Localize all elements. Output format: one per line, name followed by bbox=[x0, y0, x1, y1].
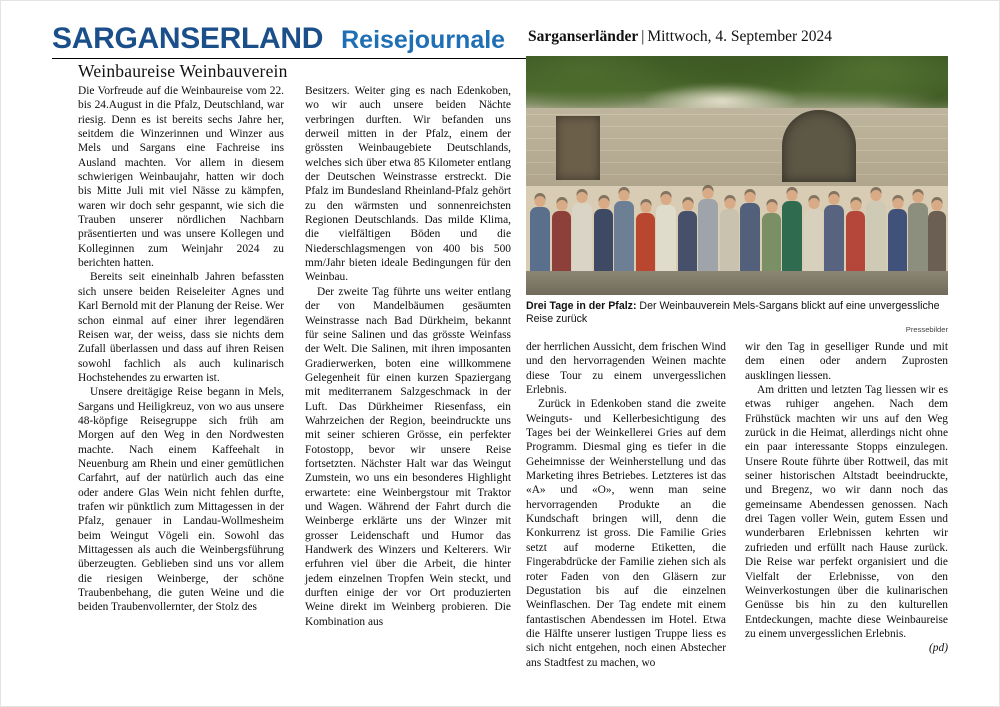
photo-person bbox=[698, 199, 718, 281]
dateline bbox=[528, 28, 948, 46]
paragraph: Besitzers. Weiter ging es nach Edenkoben, wo wir auch unsere beiden Nächte verbringen durften. Wir befanden uns derweil mitten in der Pfalz, einem der grössten Weinbaugebiete Deutschlands, welches sich über etwa 85 Kilometer entlang der Deutschen Weinstrasse erstreckt. Die Pfalz im Bundesland Rheinland-Pfalz gehört zu den wärmsten und sonnenreichsten Regionen Deutschlands. Das milde Klima, die vielfältigen Böden und die Niederschlagsmengen von 400 bis 500 mm/Jahr bieten ideale Bedingungen für den Weinbau. bbox=[305, 85, 511, 284]
paragraph: der herrlichen Aussicht, dem frischen Wind und den hervorragenden Weinen machte diese Tour zu einem unvergesslichen Erlebnis. bbox=[526, 341, 726, 397]
paragraph: Unsere dreitägige Reise begann in Mels, Sargans und Heiligkreuz, von wo aus unsere 48-köpfige Reisegruppe sich früh am Morgen auf den Weg in den Nordwesten machte. Nach einem Kaffeehalt in Neuenburg am Rhein und einer gemütlichen Carfahrt, auf der natürlich auch das eine oder andere Glas Wein nicht fehlen durfte, trafen wir pünktlich zum Mittagessen in der Pfalz, genauer in Landau-Wollmesheim beim Weingut Vögeli ein. Sowohl das Mittagessen als auch die Weinbergsführung überzeugten. Geblieben sind uns vor allem die riesigen Weinberge, der schöne Traubenbehang, die guten Weine und die beiden Traubenvollernter, der Stolz des bbox=[78, 386, 284, 614]
masthead-subtitle: Reisejournale bbox=[341, 26, 506, 54]
photo-crowd bbox=[526, 160, 948, 295]
group-photo-vineyard-tour bbox=[526, 56, 948, 295]
paragraph: Bereits seit eineinhalb Jahren befassten sich unsere beiden Reiseleiter Agnes und Karl Bernold mit der Planung der Reise. Wer schon einmal auf einer ihrer legendären Reisen war, der weiss, dass sie nichts dem Zufall überlassen und dass auf ihren Reisen sowohl fachlich als auch kulinarisch Hochstehendes zu erwarten ist. bbox=[78, 271, 284, 384]
paragraph bbox=[745, 383, 948, 656]
article-column-3 bbox=[526, 340, 726, 670]
photo-person bbox=[740, 203, 760, 281]
photo-caption-text: Der Weinbauverein Mels-Sargans blickt auf eine unvergessliche Reise zurück bbox=[526, 300, 940, 325]
dateline-separator: | bbox=[641, 28, 645, 45]
photo-ground bbox=[526, 271, 948, 295]
photo-caption bbox=[526, 300, 948, 326]
paper-name: Sarganserländer bbox=[528, 28, 639, 45]
masthead bbox=[52, 22, 506, 56]
photo-person bbox=[530, 207, 550, 281]
masthead-title: SARGANSERLAND bbox=[52, 22, 324, 55]
paragraph: Zurück in Edenkoben stand die zweite Weinguts- und Kellerbesichtigung des Tages bei der Weinkellerei Gries auf dem Programm. Diesmal ging es tiefer in die Geheimnisse der Weinherstellung und das Marketing ihres Betriebes. Letzteres ist das «A» und «O», wenn man seine hervorragenden Produkte an die Kundschaft bringen will, denn die Konkurrenz ist gross. Die Familie Gries setzt auf moderne Etiketten, die Fingerabdrücke der Familie ziehen sich als roter Faden von den Gläsern zur Degustation bis auf die einzelnen Weinflaschen. Der Tag endete mit einem fantastischen Abendessen im Hotel. Etwa die Hälfte unserer lustigen Truppe liess es sich nicht entgehen, noch einen Abstecher ans Stadtfest zu machen, wo bbox=[526, 398, 726, 669]
paragraph: Der zweite Tag führte uns weiter entlang der von Mandelbäumen gesäumten Weinstrasse nach Bad Dürkheim, bekannt für seine Salinen und das grösste Weinfass der Welt. Die Salinen, mit ihren imposanten Gradierwerken, boten eine willkommene Gelegenheit für einen kurzen Spaziergang mit mediterranem Salzgeschmack in der Luft. Das Dürkheimer Riesenfass, ein Wahrzeichen der Region, beeindruckte uns mit seiner schieren Grösse, ein perfekter Fotostopp, bevor wir unsere Reise fortsetzten. Nächster Halt war das Weingut Zumstein, wo uns ein besonderes Highlight erwartete: eine Weinbergstour mit Traktor und Wagen. Während der Fahrt durch die Weinberge erklärte uns der Winzer mit grosser Leidenschaft und Humor das Handwerk des Winzers und Kelterers. Wir erfuhren viel über die Arbeit, die hinter jedem einzelnen Tropfen Wein steckt, und durften einige der vor Ort produzierten Weine direkt im Weinberg probieren. Die Kombination aus bbox=[305, 285, 511, 628]
photo-credit: Pressebilder bbox=[905, 325, 948, 334]
photo-person bbox=[908, 203, 928, 281]
issue-date: Mittwoch, 4. September 2024 bbox=[647, 28, 833, 45]
paragraph-text: Am dritten und letzten Tag liessen wir es etwas ruhiger angehen. Nach dem Frühstück machten wir uns auf den Weg zurück in die Heimat, allerdings nicht ohne ein paar interessante Stopps einzulegen. Unsere Route führte über Rottweil, das mit seiner historischen Altstadt beeindruckte, und Bregenz, wo wir dann noch das gemeinsame Abendessen genossen. Nach drei Tagen voller Wein, gutem Essen und wunderbaren Erlebnissen kehrten wir zufrieden und erfüllt nach Hause zurück. Die Reise war perfekt organisiert und die Vielfalt der Erlebnisse, von den Weinverkostungen über die kulinarischen Genüsse bis hin zu den kulturellen Entdeckungen, machte diese Weinbaureise zu einem unvergesslichen Erlebnis. bbox=[745, 384, 948, 640]
paragraph: Die Vorfreude auf die Weinbaureise vom 22. bis 24.August in die Pfalz, Deutschland, war riesig. Denn es ist bereits sechs Jahre her, seitdem die Winzerinnen und Winzer aus Mels und Sargans eine Fachreise ins Ausland machten. Vor allem in diesem schwierigen Weinbaujahr, hatten wir doch bis Mitte Juli mit viel Nässe zu kämpfen, waren wir doch sehr gespannt, wie sich die Trauben unserer nördlichen Nachbarn präsentierten und was unsere Kollegen und Kolleginnen zum Weinjahr 2024 zu berichten hatten. bbox=[78, 85, 284, 270]
photo-person bbox=[614, 201, 634, 281]
paragraph: wir den Tag in geselliger Runde und mit dem einen oder andern Zuprosten ausklingen liessen. bbox=[745, 341, 948, 382]
article-column-2 bbox=[305, 84, 511, 684]
article-signature: (pd) bbox=[929, 642, 948, 655]
photo-person bbox=[824, 205, 844, 281]
photo-person bbox=[866, 201, 886, 281]
article-column-1 bbox=[78, 84, 284, 684]
photo-person bbox=[572, 203, 592, 281]
photo-person bbox=[656, 205, 676, 281]
photo-caption-lead: Drei Tage in der Pfalz: bbox=[526, 300, 637, 312]
article-column-4 bbox=[745, 340, 948, 656]
photo-person bbox=[782, 201, 802, 281]
article-kicker: Weinbaureise Weinbauverein bbox=[78, 61, 288, 81]
